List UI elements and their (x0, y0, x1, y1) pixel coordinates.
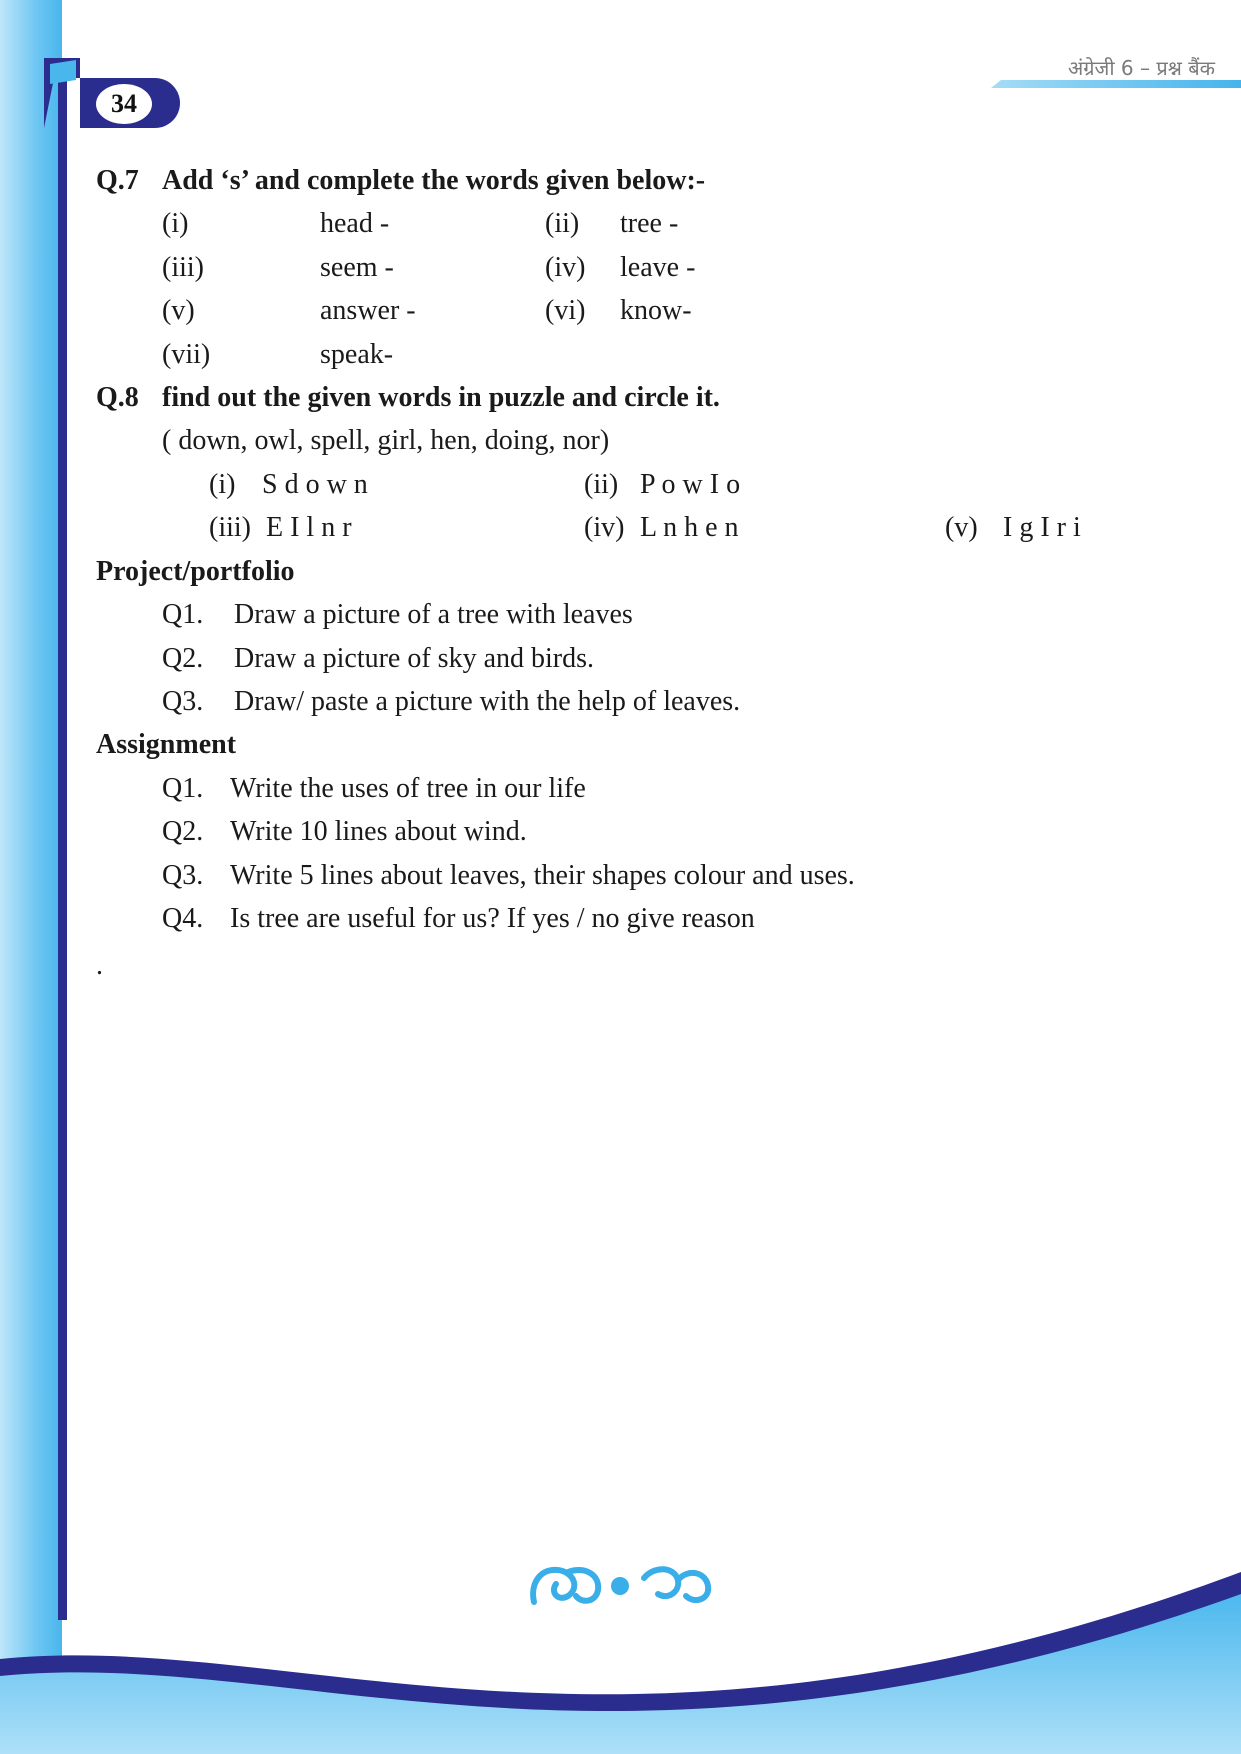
q7-item-word: speak- (320, 339, 394, 370)
puzzle-row-number: (ii) (584, 469, 619, 500)
assignment-q-text: Write 10 lines about wind. (230, 816, 527, 847)
project-q-number: Q3. (162, 686, 204, 717)
q7-number: Q.7 (96, 165, 139, 196)
assignment-q-number: Q3. (162, 860, 204, 891)
q7-item-number: (ii) (545, 208, 580, 239)
puzzle-row-number: (iv) (584, 512, 625, 543)
trailing-mark: . (96, 950, 103, 981)
q7-item-number: (vii) (162, 339, 211, 370)
q7-item-number: (iii) (162, 252, 204, 283)
q7-item-number: (vi) (545, 295, 586, 326)
q7-item-word: tree - (620, 208, 679, 239)
q7-item-number: (i) (162, 208, 189, 239)
project-q-text: Draw/ paste a picture with the help of leaves. (234, 686, 741, 717)
project-q-number: Q1. (162, 599, 204, 630)
puzzle-row-letters: P o w I o (640, 469, 741, 500)
running-header: अंग्रेजी 6 – प्रश्न बैंक (1067, 56, 1215, 80)
bottom-wave-decoration (0, 1504, 1241, 1754)
assignment-q-text: Write 5 lines about leaves, their shapes colour and uses. (230, 860, 855, 891)
q7-item-number: (v) (162, 295, 195, 326)
assignment-q-text: Is tree are useful for us? If yes / no give reason (230, 903, 755, 934)
q8-title: find out the given words in puzzle and circle it. (162, 382, 720, 413)
q7-item-number: (iv) (545, 252, 586, 283)
assignment-q-text: Write the uses of tree in our life (230, 773, 586, 804)
assignment-q-number: Q2. (162, 816, 204, 847)
q8-word-list: ( down, owl, spell, girl, hen, doing, nor) (162, 425, 610, 456)
assignment-q-number: Q1. (162, 773, 204, 804)
header-rule (991, 80, 1241, 88)
puzzle-row-number: (iii) (209, 512, 251, 543)
page-number: 34 (96, 84, 152, 124)
puzzle-row-letters: I g I r i (1003, 512, 1081, 543)
puzzle-row-number: (i) (209, 469, 236, 500)
project-q-text: Draw a picture of sky and birds. (234, 643, 595, 674)
q7-item-word: know- (620, 295, 692, 326)
q7-item-word: head - (320, 208, 390, 239)
q7-title: Add ‘s’ and complete the words given below:- (162, 165, 706, 196)
assignment-q-number: Q4. (162, 903, 204, 934)
assignment-heading: Assignment (96, 729, 237, 760)
left-border-line (58, 60, 67, 1620)
project-heading: Project/portfolio (96, 556, 295, 587)
project-q-number: Q2. (162, 643, 204, 674)
puzzle-row-letters: E I l n r (266, 512, 352, 543)
q7-item-word: leave - (620, 252, 696, 283)
project-q-text: Draw a picture of a tree with leaves (234, 599, 633, 630)
left-decorative-band (0, 0, 62, 1754)
q7-item-word: seem - (320, 252, 394, 283)
q8-number: Q.8 (96, 382, 139, 413)
puzzle-row-letters: S d o w n (262, 469, 368, 500)
q7-item-word: answer - (320, 295, 416, 326)
puzzle-row-letters: L n h e n (640, 512, 739, 543)
puzzle-row-number: (v) (945, 512, 978, 543)
